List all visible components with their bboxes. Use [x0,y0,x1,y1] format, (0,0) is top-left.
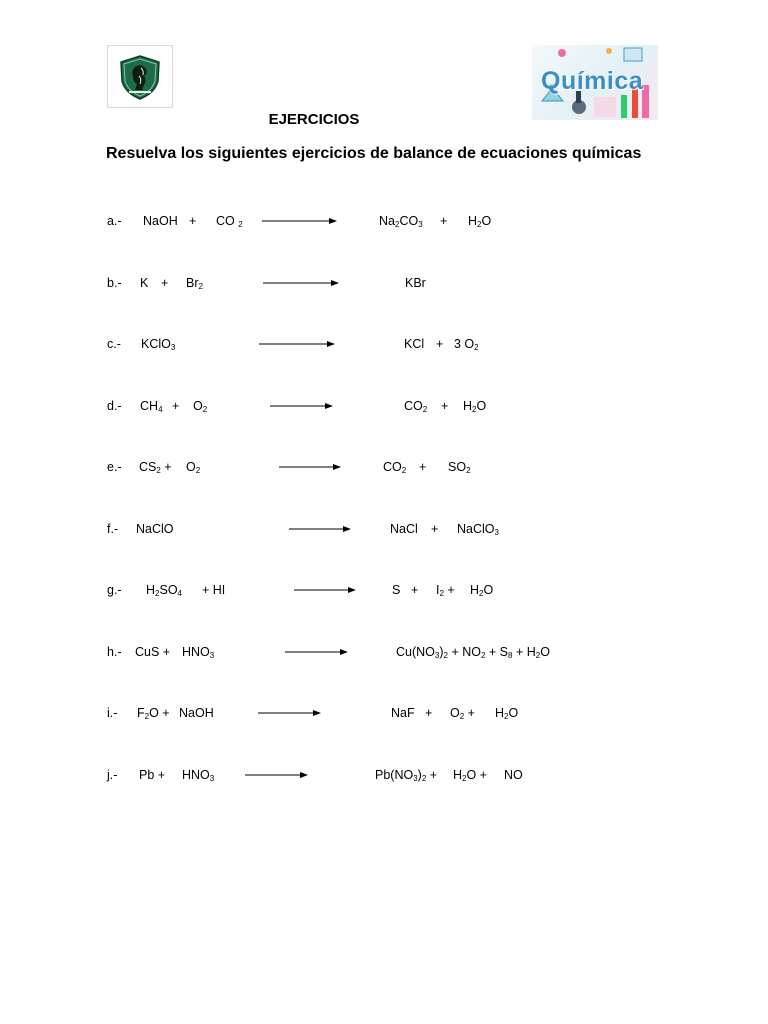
reactant: $CH_4$ [140,399,163,414]
reactant: $O_2$ [193,399,208,414]
product: $H_2O$ [468,214,492,229]
exercise-label: a.- [107,214,122,228]
plus-sign: + [425,706,433,720]
product: NaCl [390,522,418,536]
plus-sign: + [440,214,448,228]
reactant: + HI [202,583,226,597]
product: 3 $O_2$ [454,337,479,352]
reactant: K [140,276,149,290]
product: NaClO$_3$ [457,522,499,537]
reaction-arrow-icon [263,278,339,288]
reactant: Pb + [139,768,166,782]
product: KCl [404,337,425,351]
plus-sign: + [172,399,180,413]
reactant: $CS_2$ + [139,460,172,475]
reactant: $F_2O$ + [137,706,170,721]
reaction-arrow-icon [258,708,321,718]
product: $H_2O$ [470,583,494,598]
exercise-label: h.- [107,645,122,659]
instructions-text: Resuelva los siguientes ejercicios de balance de ecuaciones químicas [106,145,642,162]
chemistry-logo-text: Química [541,67,644,95]
reactant: $HNO_3$ [182,768,215,783]
reactant: $O_2$ [186,460,201,475]
product: $Na_2CO_3$ [379,214,423,229]
reactant: CO $_2$ [216,214,243,229]
reactant: KClO$_3$ [141,337,176,352]
shield-icon [115,53,165,101]
reaction-arrow-icon [259,339,335,349]
reactant: NaOH [179,706,214,720]
reaction-arrow-icon [294,585,356,595]
exercise-label: c.- [107,337,121,351]
product: $CO_2$ [404,399,428,414]
page-title: EJERCICIOS [268,111,360,128]
reaction-arrow-icon [270,401,333,411]
exercise-label: d.- [107,399,122,413]
exercise-label: i.- [107,706,118,720]
plus-sign: + [431,522,439,536]
exercise-label: g.- [107,583,122,597]
exercise-label: j.- [107,768,118,782]
product: NaF [391,706,415,720]
product: $SO_2$ [448,460,471,475]
product: $I_2$ + [436,583,455,598]
product: S [392,583,401,597]
reaction-arrow-icon [279,462,341,472]
reactant: $H_2SO_4$ [146,583,182,598]
product: $Pb(NO_3)_2$ + [375,768,438,783]
reaction-arrow-icon [262,216,337,226]
reaction-arrow-icon [289,524,351,534]
plus-sign: + [411,583,419,597]
exercise-label: e.- [107,460,122,474]
product: $H_2O$ [463,399,487,414]
chemistry-banner [532,45,658,120]
product: NO [504,768,523,782]
plus-sign: + [189,214,197,228]
reactant: CuS + [135,645,171,659]
exercise-label: b.- [107,276,122,290]
exercise-label: f.- [107,522,119,536]
reactant: NaOH [143,214,178,228]
reactant: NaClO [136,522,174,536]
plus-sign: + [436,337,444,351]
reaction-arrow-icon [245,770,308,780]
reaction-arrow-icon [285,647,348,657]
plus-sign: + [441,399,449,413]
plus-sign: + [419,460,427,474]
product: $CO_2$ [383,460,407,475]
product: $H_2O$ [495,706,519,721]
product: KBr [405,276,426,290]
plus-sign: + [161,276,169,290]
product: $H_2O$ + [453,768,487,783]
reactant: $Br_2$ [186,276,203,291]
product: $Cu(NO_3)_2 + NO_2 + S_8 + H_2O$ [396,645,550,660]
product: $O_2$ + [450,706,475,721]
reactant: $HNO_3$ [182,645,215,660]
school-logo [107,45,173,108]
